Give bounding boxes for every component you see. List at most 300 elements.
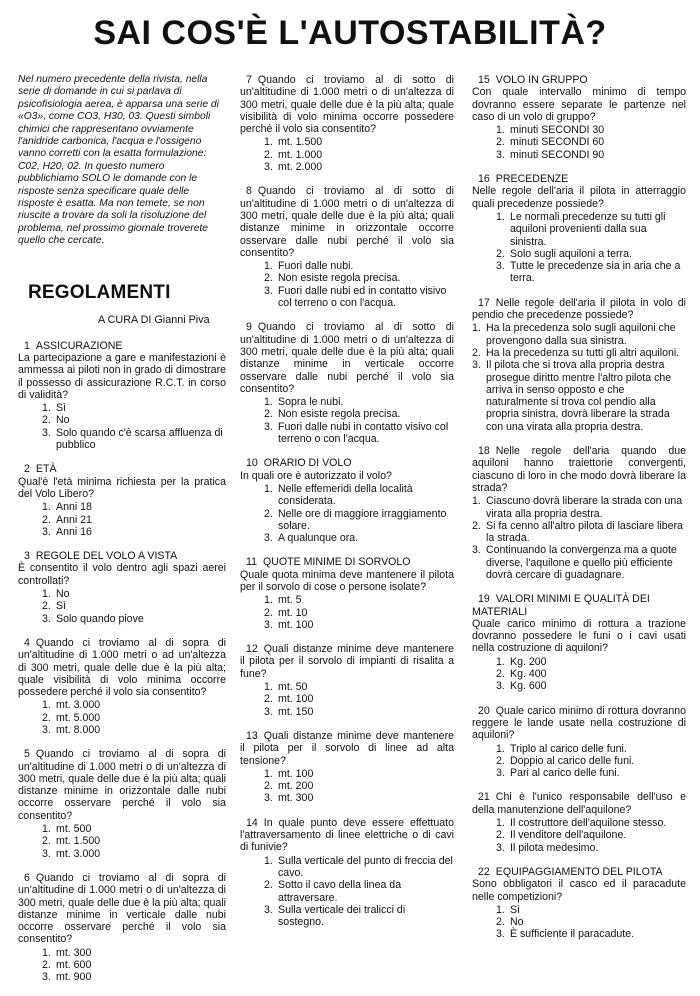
option-number: 3. [264, 903, 273, 916]
answer-option [496, 743, 686, 755]
option-number: 2. [496, 136, 505, 149]
option-number: 3. [496, 148, 505, 161]
question-number: 18 [478, 445, 490, 458]
option-number: 3. [264, 284, 273, 297]
answer-option [496, 916, 686, 928]
answer-option [264, 396, 454, 408]
option-number: 3. [472, 359, 481, 372]
option-number: 2. [472, 346, 481, 359]
question-number: 13 [246, 729, 258, 742]
answer-options [240, 260, 454, 309]
answer-options [18, 823, 226, 860]
option-text: Sì [56, 600, 67, 613]
option-number: 2. [496, 247, 505, 260]
question-text: Quando ci troviamo al di sotto di un'altitudine di 1.000 metri o di un'altezza di 300 metri, quale delle due è la più alta; quale visibilità di volo minima occorre possedere perché il volo sia consentito? [240, 74, 454, 136]
option-text: Sulla verticale dei tralicci di sostegno. [278, 903, 406, 929]
answer-option [42, 613, 226, 625]
answer-option [496, 124, 686, 136]
question-block [472, 297, 686, 433]
option-number: 2. [472, 519, 481, 532]
option-number: 2. [264, 693, 273, 706]
question-list-left [18, 340, 226, 984]
answer-options [240, 768, 454, 805]
answer-options [240, 483, 454, 544]
answer-options [472, 124, 686, 161]
column-left [18, 74, 226, 996]
question-heading: REGOLE DEL VOLO A VISTA [35, 550, 178, 563]
question-block [472, 866, 686, 941]
answer-options [240, 855, 454, 929]
option-text: Ciascuno dovrà liberare la strada con una virata alla propria destra. [486, 495, 683, 520]
option-number: 1. [42, 501, 51, 514]
answer-option [42, 402, 226, 414]
answer-option [264, 780, 454, 792]
answer-option [496, 680, 686, 692]
option-number: 3. [496, 767, 505, 780]
option-text: Non esiste regola precisa. [278, 272, 401, 285]
question-text: La partecipazione a gare e manifestazioni è ammessa ai piloti non in grado di dimostrare il possesso di assicurazione R.C.T. in corso di validità? [18, 351, 226, 401]
option-number: 1. [496, 124, 505, 137]
option-number: 1. [496, 655, 505, 668]
option-text: mt. 500 [56, 823, 92, 836]
option-text: Triplo al carico delle funi. [510, 742, 627, 755]
option-text: È sufficiente il paracadute. [510, 928, 635, 941]
option-text: No [56, 414, 70, 427]
question-number: 1 [24, 339, 30, 352]
answer-option [496, 829, 686, 841]
option-number: 1. [496, 903, 505, 916]
option-text: Ha la precedenza solo sugli aquiloni che provengono dalla sua sinistra. [486, 322, 676, 347]
answer-option [264, 136, 454, 148]
option-text: Anni 16 [56, 525, 92, 538]
answer-option [264, 594, 454, 606]
question-number: 10 [246, 457, 258, 470]
question-block [18, 463, 226, 538]
answer-option [264, 792, 454, 804]
option-number: 3. [42, 724, 51, 736]
question-block [472, 173, 686, 285]
question-number: 20 [478, 704, 490, 717]
option-text: Fuori dalle nubi in contatto visivo col terreno o con l'acqua. [278, 420, 449, 446]
column-middle [240, 74, 454, 940]
question-text: Con quale intervallo minimo di tempo dovranno essere separate le partenze nel caso di un volo di gruppo? [472, 86, 686, 123]
question-block [472, 791, 686, 853]
answer-option [264, 681, 454, 693]
option-text: mt. 200 [278, 780, 314, 793]
option-text: Solo quando piove [56, 612, 144, 625]
answer-option [496, 149, 686, 161]
question-block [18, 748, 226, 860]
question-heading: ASSICURAZIONE [35, 339, 123, 352]
question-block [18, 637, 226, 736]
answer-option [496, 817, 686, 829]
question-heading: QUOTE MINIME DI SORVOLO [263, 556, 411, 569]
answer-options [240, 681, 454, 718]
question-block [240, 321, 454, 445]
page-title: SAI COS'È L'AUTOSTABILITÀ? [93, 14, 607, 52]
answer-option [42, 427, 226, 452]
option-text: Tutte le precedenze sia in aria che a terra. [510, 260, 681, 285]
answer-option [42, 588, 226, 600]
option-text: mt. 3.000 [56, 699, 101, 712]
question-number: 11 [246, 556, 257, 569]
question-text: Quale carico minimo di rottura a trazione dovranno possedere le funi o i cavi usati nella costruzione di aquiloni? [472, 617, 686, 655]
option-text: mt. 300 [278, 792, 314, 805]
option-text: Pari al carico delle funi. [510, 767, 620, 780]
option-text: No [510, 916, 524, 929]
option-text: mt. 600 [56, 959, 92, 972]
question-text: Quando ci troviamo al di sopra di un'altitudine di 1.000 metri o ad un'altezza di 300 metri, quale delle due è la più alta; quale visibilità di volo minima occorre possedere perché il volo sia consentito? [18, 636, 226, 699]
option-text: Ha la precedenza su tutti gli altri aquiloni. [486, 346, 680, 359]
answer-option [42, 712, 226, 724]
option-number: 3. [42, 525, 51, 538]
option-number: 2. [42, 959, 51, 972]
question-heading: EQUIPAGGIAMENTO DEL PILOTA [495, 865, 663, 878]
question-block [240, 74, 454, 173]
option-number: 3. [42, 426, 51, 439]
answer-option [264, 272, 454, 284]
answer-option [472, 359, 686, 433]
question-number: 15 [478, 74, 490, 86]
answer-option [496, 260, 686, 285]
option-text: Sotto il cavo della linea da attraversare. [278, 879, 402, 904]
option-text: Nelle ore di maggiore irraggiamento solare. [278, 507, 447, 532]
question-text: Quando ci troviamo al di sotto di un'altitudine di 1.000 metri o di un'altezza di 300 metri, quale delle due è la più alta; quali distanze minime in orizzontale occorre osservare dalle nubi perché il volo sia consentito? [240, 185, 454, 259]
option-number: 2. [42, 414, 51, 427]
option-number: 1. [42, 588, 51, 601]
option-text: Sulla verticale del punto di freccia del cavo. [278, 854, 453, 879]
question-text: Quali distanze minime deve mantenere il pilota per il sorvolo di linee ad alta tensione? [240, 729, 454, 767]
answer-option [496, 767, 686, 779]
answer-option [42, 959, 226, 971]
option-number: 1. [264, 767, 273, 780]
option-number: 2. [496, 754, 505, 767]
option-number: 3. [264, 792, 273, 805]
answer-option [264, 483, 454, 508]
option-number: 3. [42, 612, 51, 625]
question-number: 22 [478, 865, 490, 878]
question-text: Chi è l'unico responsabile dell'uso e della manutenzione dell'aquilone? [472, 791, 686, 816]
answer-options [240, 136, 454, 173]
option-text: mt. 1.500 [278, 136, 323, 149]
option-number: 2. [496, 829, 505, 842]
option-text: Il costruttore dell'aquilone stesso. [510, 817, 667, 830]
question-block [240, 730, 454, 805]
answer-option [264, 693, 454, 705]
option-number: 2. [264, 879, 273, 892]
answer-options [472, 211, 686, 285]
option-number: 1. [42, 823, 51, 836]
answer-options [240, 594, 454, 631]
option-text: mt. 8.000 [56, 724, 101, 736]
question-heading: VOLO IN GRUPPO [495, 74, 588, 86]
question-text: Qual'è l'età minima richiesta per la pratica del Volo Libero? [18, 475, 226, 500]
answer-option [496, 668, 686, 680]
option-text: Si fa cenno all'altro pilota di lasciare libera la strada. [486, 519, 683, 545]
question-heading: PRECEDENZE [495, 173, 569, 186]
option-number: 1. [496, 210, 505, 223]
option-number: 3. [264, 705, 273, 718]
answer-options [472, 322, 686, 433]
option-number: 3. [496, 680, 505, 693]
question-number: 4 [24, 636, 30, 649]
question-text: Quale quota minima deve mantenere il pilota per il sorvolo di cose o persone isolate? [240, 568, 454, 593]
option-text: Nelle effemeridi della località considerata. [278, 482, 413, 508]
question-number: 2 [24, 463, 30, 476]
answer-option [496, 904, 686, 916]
option-text: mt. 10 [278, 606, 308, 619]
option-number: 2. [496, 668, 505, 681]
option-text: minuti SECONDI 90 [510, 148, 605, 161]
answer-options [472, 743, 686, 780]
answer-option [264, 532, 454, 544]
answer-option [264, 149, 454, 161]
question-block [472, 445, 686, 581]
question-text: Nelle regole dell'aria il pilota in atterraggio quali precedenze possiede? [472, 185, 686, 210]
answer-option [496, 136, 686, 148]
option-number: 1. [472, 322, 481, 335]
answer-option [42, 501, 226, 513]
answer-option [264, 904, 454, 929]
option-text: Solo sugli aquiloni a terra. [510, 247, 632, 260]
answer-option [42, 526, 226, 538]
question-block [472, 705, 686, 780]
answer-option [264, 768, 454, 780]
option-number: 1. [264, 396, 273, 409]
option-text: mt. 300 [56, 946, 92, 959]
answer-options [472, 904, 686, 941]
answer-options [472, 495, 686, 581]
question-block [18, 340, 226, 452]
option-number: 2. [42, 600, 51, 613]
answer-option [264, 408, 454, 420]
question-number: 14 [246, 816, 258, 829]
answer-option [472, 520, 686, 545]
option-number: 2. [264, 148, 273, 161]
option-text: Kg. 600 [510, 680, 547, 693]
option-number: 1. [264, 594, 273, 607]
answer-option [472, 544, 686, 581]
question-block [240, 643, 454, 718]
option-text: mt. 900 [56, 971, 92, 984]
answer-option [264, 855, 454, 880]
answer-options [472, 656, 686, 693]
question-block [472, 74, 686, 161]
option-number: 1. [264, 681, 273, 694]
answer-option [264, 508, 454, 533]
option-number: 3. [264, 161, 273, 174]
answer-option [472, 322, 686, 347]
question-text: Nelle regole dell'aria quando due aquiloni hanno traiettorie convergenti, ciascuno di loro in che modo dovrà liberare la strada? [472, 445, 686, 494]
option-text: Solo quando c'è scarsa affluenza di pubblico [56, 426, 223, 452]
option-number: 3. [264, 532, 273, 545]
option-number: 2. [264, 408, 273, 421]
question-text: Sono obbligatori il casco ed il paracadute nelle competizioni? [472, 878, 686, 903]
option-number: 1. [264, 260, 273, 273]
question-heading: ORARIO DI VOLO [263, 457, 352, 470]
option-number: 2. [264, 780, 273, 793]
option-text: mt. 100 [278, 693, 314, 706]
question-number: 9 [246, 321, 252, 334]
question-text: È consentito il volo dentro agli spazi aerei controllati? [18, 562, 226, 587]
option-text: Continuando la convergenza ma a quote diverse, l'aquilone e quello più efficiente dovrà cercare di guadagnare. [486, 544, 677, 581]
option-number: 1. [42, 946, 51, 959]
question-list-right [472, 74, 686, 941]
question-list-middle [240, 74, 454, 928]
question-number: 7 [246, 74, 252, 86]
option-text: Doppio al carico delle funi. [510, 754, 635, 767]
option-text: Sì [56, 402, 67, 415]
option-number: 1. [42, 699, 51, 712]
option-text: Sopra le nubi. [278, 396, 344, 409]
answer-option [264, 619, 454, 631]
question-text: Nelle regole dell'aria il pilota in volo di pendio che precedenze possiede? [472, 296, 686, 322]
question-text: Quale carico minimo di rottura dovranno reggere le lande usate nella costruzione di aquiloni? [472, 704, 686, 742]
option-text: Le normali precedenze su tutti gli aquiloni provenienti dalla sua sinistra. [510, 210, 666, 248]
option-text: Il pilota che si trova alla propria destra prosegue diritto mentre l'altro pilota che arriva in senso opposto e che naturalmente si trova col pendio alla propria sinistra, dovrà liberare la strada con una virata alla propria destra. [486, 359, 672, 433]
option-text: Anni 21 [56, 513, 92, 526]
option-number: 1. [472, 495, 481, 508]
answer-option [42, 724, 226, 736]
answer-option [264, 285, 454, 310]
option-text: mt. 1.500 [56, 835, 101, 848]
question-number: 6 [24, 871, 30, 884]
question-text: Quando ci troviamo al di sopra di un'altitudine di 1.000 metri o di un'altezza di 300 metri, quale delle due è la più alta; quali distanze minime in verticale dalle nubi occorre osservare perché il volo sia consentito? [18, 871, 226, 946]
question-block [18, 550, 226, 625]
question-number: 19 [478, 593, 490, 606]
answer-options [18, 699, 226, 736]
option-number: 3. [264, 420, 273, 433]
option-number: 3. [496, 928, 505, 941]
option-text: mt. 5 [278, 594, 302, 607]
question-block [472, 593, 686, 692]
option-text: Kg. 400 [510, 668, 547, 681]
option-number: 1. [42, 402, 51, 415]
answer-option [42, 514, 226, 526]
option-text: Fuori dalle nubi. [278, 260, 354, 273]
option-number: 3. [264, 618, 273, 631]
question-heading: ETÀ [35, 463, 57, 476]
answer-option [264, 879, 454, 904]
question-number: 17 [478, 296, 490, 309]
answer-option [42, 699, 226, 711]
option-number: 1. [264, 482, 273, 495]
answer-option [264, 706, 454, 718]
option-number: 3. [472, 544, 481, 557]
option-number: 3. [496, 260, 505, 273]
answer-option [42, 600, 226, 612]
option-text: mt. 50 [278, 681, 308, 694]
answer-options [18, 501, 226, 538]
option-number: 1. [264, 854, 273, 867]
option-number: 1. [496, 742, 505, 755]
answer-option [264, 260, 454, 272]
question-number: 3 [24, 550, 30, 563]
option-text: minuti SECONDI 60 [510, 136, 605, 149]
option-text: Il venditore dell'aquilone. [510, 829, 627, 842]
option-number: 2. [42, 835, 51, 848]
question-number: 21 [478, 791, 490, 804]
answer-option [42, 835, 226, 847]
section-title: REGOLAMENTI [28, 281, 171, 303]
question-block [240, 817, 454, 929]
option-text: Kg. 200 [510, 655, 547, 668]
answer-option [496, 656, 686, 668]
answer-option [472, 495, 686, 520]
question-number: 5 [24, 748, 30, 761]
answer-option [42, 414, 226, 426]
option-number: 3. [496, 841, 505, 854]
answer-option [264, 607, 454, 619]
option-text: Anni 18 [56, 501, 92, 514]
option-number: 3. [42, 847, 51, 860]
option-text: minuti SECONDI 30 [510, 124, 605, 137]
option-number: 2. [264, 606, 273, 619]
option-text: mt. 100 [278, 618, 314, 631]
question-block [240, 556, 454, 631]
answer-options [240, 396, 454, 445]
question-text: Quando ci troviamo al di sopra di un'altitudine di 1.000 metri o di un'altezza di 300 metri, quale delle due è la più alta; quali distanze minime in orizzontale dalle nubi occorre osservare perché il volo sia consentito? [18, 748, 226, 822]
option-number: 1. [496, 817, 505, 830]
option-number: 2. [496, 916, 505, 929]
option-text: No [56, 588, 70, 601]
answer-option [496, 928, 686, 940]
question-text: Quando ci troviamo al di sotto di un'altitudine di 1.000 metri o di un'altezza di 300 metri, quale delle due è la più alta; quali distanze minime in verticale occorre osservare dalle nubi perché il volo sia consentito? [240, 321, 454, 395]
option-text: Il pilota medesimo. [510, 841, 599, 854]
question-heading: VALORI MINIMI E QUALITÀ DEI MATERIALI [472, 593, 650, 618]
column-right [472, 74, 686, 953]
question-text: Quali distanze minime deve mantenere il pilota per il sorvolo di impianti di risalita a fune? [240, 643, 454, 680]
option-text: mt. 3.000 [56, 847, 101, 860]
answer-options [18, 947, 226, 984]
intro-paragraph: Nel numero precedente della rivista, nella serie di domande in cui si parlava di psicofisiologia aerea, è apparsa una serie di «O3», come CO3, H30, 03. Questi simboli chimici che rappresentano ovviamente l'anidride carbonica, l'acqua e l'ossigeno vanno corretti con la esatta formulazione: C02, H20, 02. In questo numero pubblichiamo SOLO le domande con le risposte senza specificare quale delle risposte è esatta. Ma non temete, se non riuscite a trovare da soli la risoluzione del problema, nel prossimo giornale troverete quello che cercate. [18, 74, 219, 247]
answer-option [42, 947, 226, 959]
answer-option [264, 421, 454, 446]
option-text: Fuori dalle nubi ed in contatto visivo col terreno o con l'acqua. [278, 284, 447, 310]
answer-options [472, 817, 686, 854]
question-block [240, 457, 454, 544]
option-text: Non esiste regola precisa. [278, 408, 401, 421]
answer-options [18, 402, 226, 451]
curator-line: A CURA DI Gianni Piva [98, 313, 210, 326]
option-number: 2. [42, 711, 51, 724]
question-block [18, 872, 226, 984]
answer-option [42, 823, 226, 835]
option-number: 2. [264, 507, 273, 520]
question-text: In quali ore è autorizzato il volo? [240, 469, 392, 482]
option-text: Sì [510, 903, 521, 916]
answer-option [42, 971, 226, 983]
question-number: 8 [246, 185, 252, 198]
question-block [240, 185, 454, 309]
answer-options [18, 588, 226, 625]
answer-option [496, 211, 686, 248]
option-number: 2. [264, 272, 273, 285]
answer-option [496, 248, 686, 260]
question-number: 16 [478, 173, 490, 186]
option-text: A qualunque ora. [278, 532, 359, 545]
option-text: mt. 1.000 [278, 148, 323, 161]
option-text: mt. 5.000 [56, 711, 101, 724]
option-text: mt. 150 [278, 705, 314, 718]
option-number: 3. [42, 971, 51, 984]
answer-option [496, 842, 686, 854]
answer-option [264, 161, 454, 173]
option-text: mt. 100 [278, 767, 314, 780]
option-text: mt. 2.000 [278, 161, 323, 174]
question-text: In quale punto deve essere effettuato l'attraversamento di linee elettriche o di cavi di funivie? [240, 816, 454, 854]
answer-option [42, 848, 226, 860]
